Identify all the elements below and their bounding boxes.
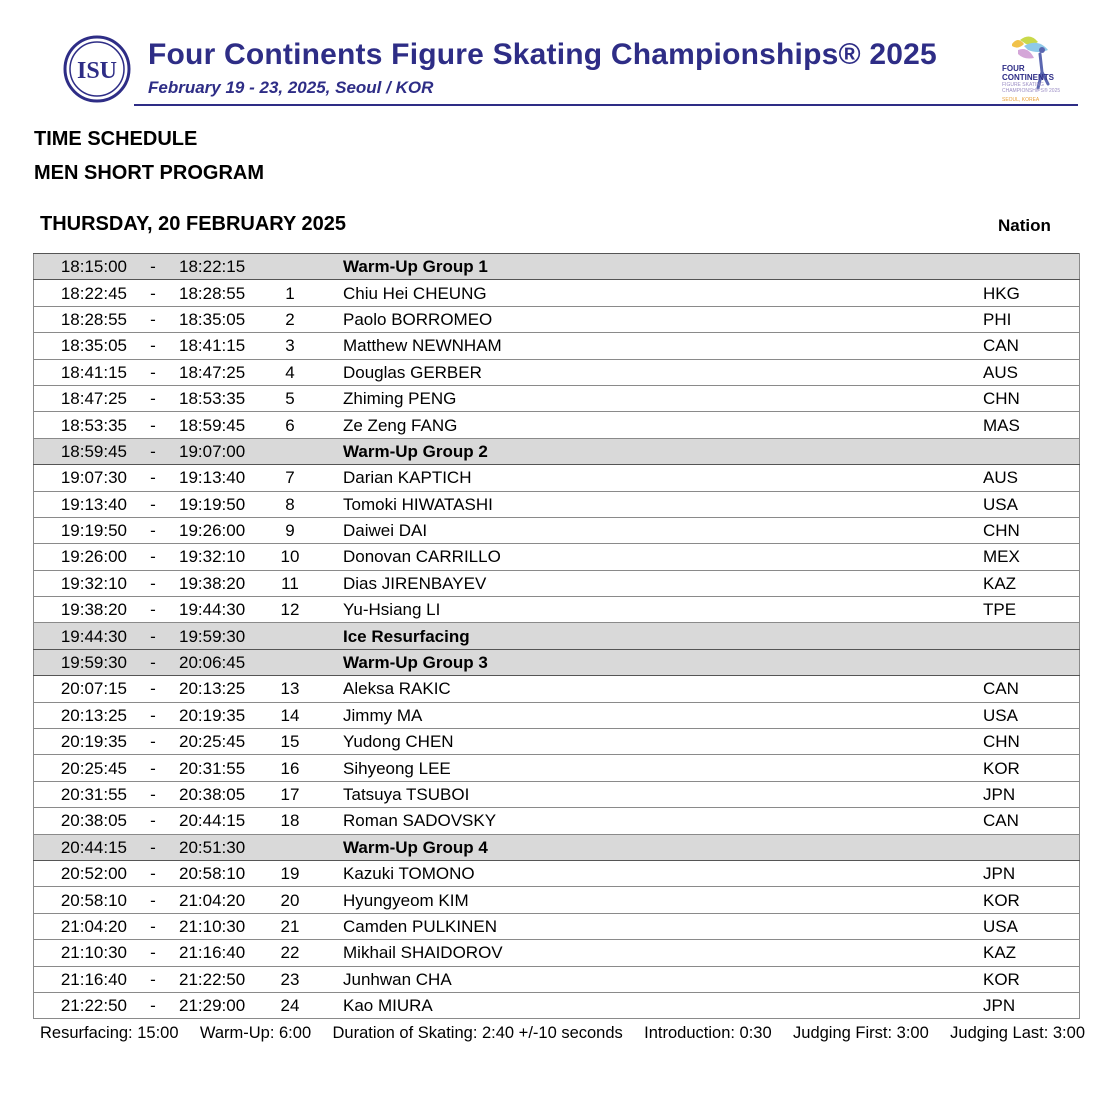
time-separator: -	[127, 676, 179, 702]
skater-row	[34, 913, 1080, 939]
start-time: 18:35:05	[34, 333, 128, 359]
block-label: Ice Resurfacing	[321, 623, 983, 649]
skater-row	[34, 517, 1080, 543]
start-time: 19:07:30	[34, 465, 128, 491]
nation-code: MAS	[983, 412, 1080, 438]
skater-row	[34, 940, 1080, 966]
time-separator: -	[127, 729, 179, 755]
time-separator: -	[127, 385, 179, 411]
nation-code: KOR	[983, 966, 1080, 992]
skater-name: Chiu Hei CHEUNG	[321, 280, 983, 306]
start-number: 2	[259, 306, 321, 332]
skater-row	[34, 966, 1080, 992]
footer-warmup: Warm-Up: 6:00	[199, 1024, 312, 1042]
skater-row	[34, 306, 1080, 332]
schedule-date: THURSDAY, 20 FEBRUARY 2025	[40, 213, 347, 235]
skater-name: Tatsuya TSUBOI	[321, 781, 983, 807]
nation-code: CHN	[983, 385, 1080, 411]
time-separator: -	[127, 649, 179, 675]
skater-row	[34, 860, 1080, 886]
document-header	[0, 0, 1111, 110]
time-separator: -	[127, 438, 179, 464]
start-number: 13	[259, 676, 321, 702]
start-time: 18:22:45	[34, 280, 128, 306]
schedule-block-row	[34, 834, 1080, 860]
start-number	[259, 834, 321, 860]
start-time: 20:31:55	[34, 781, 128, 807]
time-separator: -	[127, 623, 179, 649]
start-time: 18:59:45	[34, 438, 128, 464]
nation-column-header: Nation	[998, 216, 1051, 235]
start-number: 23	[259, 966, 321, 992]
skater-row	[34, 544, 1080, 570]
end-time: 21:04:20	[179, 887, 259, 913]
start-number: 6	[259, 412, 321, 438]
timing-footer	[40, 1024, 1085, 1043]
footer-introduction: Introduction: 0:30	[644, 1024, 772, 1042]
skater-name: Dias JIRENBAYEV	[321, 570, 983, 596]
nation-code	[983, 254, 1080, 280]
event-title: Four Continents Figure Skating Championships® 2025	[148, 38, 937, 71]
skater-row	[34, 412, 1080, 438]
time-separator: -	[127, 940, 179, 966]
end-time: 20:38:05	[179, 781, 259, 807]
block-label: Warm-Up Group 3	[321, 649, 983, 675]
time-schedule-table	[33, 253, 1080, 1019]
time-separator: -	[127, 913, 179, 939]
start-time: 20:25:45	[34, 755, 128, 781]
skater-row	[34, 755, 1080, 781]
program-title: MEN SHORT PROGRAM	[34, 162, 264, 184]
start-number	[259, 649, 321, 675]
start-time: 20:44:15	[34, 834, 128, 860]
end-time: 20:25:45	[179, 729, 259, 755]
skater-name: Jimmy MA	[321, 702, 983, 728]
nation-code: MEX	[983, 544, 1080, 570]
start-time: 20:13:25	[34, 702, 128, 728]
footer-judging-last: Judging Last: 3:00	[950, 1024, 1085, 1042]
end-time: 21:16:40	[179, 940, 259, 966]
start-number: 24	[259, 992, 321, 1018]
skater-name: Kazuki TOMONO	[321, 860, 983, 886]
start-number: 8	[259, 491, 321, 517]
nation-code: CHN	[983, 517, 1080, 543]
end-time: 19:44:30	[179, 597, 259, 623]
start-number: 18	[259, 808, 321, 834]
skater-name: Yudong CHEN	[321, 729, 983, 755]
nation-code: AUS	[983, 359, 1080, 385]
end-time: 18:59:45	[179, 412, 259, 438]
end-time: 18:41:15	[179, 333, 259, 359]
time-separator: -	[127, 808, 179, 834]
skater-name: Sihyeong LEE	[321, 755, 983, 781]
nation-code: CAN	[983, 808, 1080, 834]
start-time: 20:38:05	[34, 808, 128, 834]
skater-name: Mikhail SHAIDOROV	[321, 940, 983, 966]
nation-code: PHI	[983, 306, 1080, 332]
time-separator: -	[127, 834, 179, 860]
time-separator: -	[127, 491, 179, 517]
nation-code: USA	[983, 702, 1080, 728]
skater-name: Aleksa RAKIC	[321, 676, 983, 702]
schedule-block-row	[34, 623, 1080, 649]
nation-code: JPN	[983, 860, 1080, 886]
start-time: 19:32:10	[34, 570, 128, 596]
time-separator: -	[127, 597, 179, 623]
skater-row	[34, 491, 1080, 517]
start-time: 19:19:50	[34, 517, 128, 543]
footer-resurfacing: Resurfacing: 15:00	[40, 1024, 179, 1042]
skater-name: Camden PULKINEN	[321, 913, 983, 939]
end-time: 20:31:55	[179, 755, 259, 781]
skater-name: Hyungyeom KIM	[321, 887, 983, 913]
nation-code	[983, 438, 1080, 464]
nation-code: CHN	[983, 729, 1080, 755]
time-separator: -	[127, 465, 179, 491]
time-separator: -	[127, 412, 179, 438]
skater-name: Zhiming PENG	[321, 385, 983, 411]
start-number: 21	[259, 913, 321, 939]
start-time: 18:41:15	[34, 359, 128, 385]
start-time: 20:07:15	[34, 676, 128, 702]
start-time: 20:58:10	[34, 887, 128, 913]
skater-row	[34, 570, 1080, 596]
start-number: 7	[259, 465, 321, 491]
skater-row	[34, 781, 1080, 807]
start-number: 12	[259, 597, 321, 623]
end-time: 19:26:00	[179, 517, 259, 543]
event-dates: February 19 - 23, 2025, Seoul / KOR	[148, 78, 434, 97]
end-time: 20:51:30	[179, 834, 259, 860]
start-time: 21:10:30	[34, 940, 128, 966]
start-number: 5	[259, 385, 321, 411]
start-number	[259, 623, 321, 649]
isu-logo	[62, 34, 132, 104]
start-number: 10	[259, 544, 321, 570]
skater-name: Donovan CARRILLO	[321, 544, 983, 570]
start-number: 17	[259, 781, 321, 807]
end-time: 19:13:40	[179, 465, 259, 491]
time-separator: -	[127, 570, 179, 596]
skater-row	[34, 808, 1080, 834]
skater-name: Paolo BORROMEO	[321, 306, 983, 332]
block-label: Warm-Up Group 2	[321, 438, 983, 464]
schedule-block-row	[34, 438, 1080, 464]
start-time: 20:52:00	[34, 860, 128, 886]
start-time: 18:28:55	[34, 306, 128, 332]
start-time: 21:16:40	[34, 966, 128, 992]
event-logo-subtext: FIGURE SKATING CHAMPIONSHIPS® 2025	[1002, 82, 1061, 94]
time-separator: -	[127, 966, 179, 992]
nation-code: CAN	[983, 676, 1080, 702]
nation-code: USA	[983, 491, 1080, 517]
skater-name: Yu-Hsiang LI	[321, 597, 983, 623]
time-separator: -	[127, 992, 179, 1018]
skater-name: Roman SADOVSKY	[321, 808, 983, 834]
start-number: 15	[259, 729, 321, 755]
time-separator: -	[127, 306, 179, 332]
nation-code: KOR	[983, 755, 1080, 781]
time-separator: -	[127, 887, 179, 913]
event-logo-text: FOUR CONTINENTS	[1002, 64, 1054, 82]
end-time: 21:10:30	[179, 913, 259, 939]
start-number: 4	[259, 359, 321, 385]
end-time: 20:19:35	[179, 702, 259, 728]
schedule-block-row	[34, 649, 1080, 675]
skater-row	[34, 597, 1080, 623]
skater-name: Junhwan CHA	[321, 966, 983, 992]
nation-code	[983, 834, 1080, 860]
start-number	[259, 438, 321, 464]
start-time: 20:19:35	[34, 729, 128, 755]
time-separator: -	[127, 254, 179, 280]
end-time: 18:47:25	[179, 359, 259, 385]
end-time: 20:13:25	[179, 676, 259, 702]
start-time: 19:44:30	[34, 623, 128, 649]
skater-name: Douglas GERBER	[321, 359, 983, 385]
time-separator: -	[127, 781, 179, 807]
start-number: 11	[259, 570, 321, 596]
end-time: 21:29:00	[179, 992, 259, 1018]
skater-row	[34, 729, 1080, 755]
end-time: 18:22:15	[179, 254, 259, 280]
start-number: 9	[259, 517, 321, 543]
end-time: 19:38:20	[179, 570, 259, 596]
nation-code: CAN	[983, 333, 1080, 359]
nation-code: KAZ	[983, 570, 1080, 596]
time-separator: -	[127, 359, 179, 385]
end-time: 19:32:10	[179, 544, 259, 570]
skater-row	[34, 702, 1080, 728]
start-number: 20	[259, 887, 321, 913]
time-separator: -	[127, 544, 179, 570]
start-number: 16	[259, 755, 321, 781]
start-time: 19:59:30	[34, 649, 128, 675]
skater-row	[34, 280, 1080, 306]
end-time: 20:44:15	[179, 808, 259, 834]
skater-row	[34, 333, 1080, 359]
start-time: 19:13:40	[34, 491, 128, 517]
time-separator: -	[127, 755, 179, 781]
skater-row	[34, 465, 1080, 491]
nation-code	[983, 623, 1080, 649]
skater-name: Tomoki HIWATASHI	[321, 491, 983, 517]
start-time: 18:47:25	[34, 385, 128, 411]
skater-name: Matthew NEWNHAM	[321, 333, 983, 359]
nation-code: KOR	[983, 887, 1080, 913]
skater-name: Kao MIURA	[321, 992, 983, 1018]
nation-code: USA	[983, 913, 1080, 939]
nation-code: TPE	[983, 597, 1080, 623]
nation-code	[983, 649, 1080, 675]
nation-code: HKG	[983, 280, 1080, 306]
nation-code: JPN	[983, 992, 1080, 1018]
time-separator: -	[127, 517, 179, 543]
end-time: 21:22:50	[179, 966, 259, 992]
skater-row	[34, 385, 1080, 411]
skater-row	[34, 992, 1080, 1018]
end-time: 18:53:35	[179, 385, 259, 411]
skater-row	[34, 676, 1080, 702]
start-time: 18:15:00	[34, 254, 128, 280]
start-number: 22	[259, 940, 321, 966]
start-time: 18:53:35	[34, 412, 128, 438]
event-logo-location: SEOUL, KOREA	[1002, 97, 1040, 103]
footer-duration: Duration of Skating: 2:40 +/-10 seconds	[332, 1024, 623, 1042]
end-time: 19:19:50	[179, 491, 259, 517]
start-time: 21:04:20	[34, 913, 128, 939]
time-separator: -	[127, 702, 179, 728]
header-divider	[134, 104, 1078, 106]
block-label: Warm-Up Group 4	[321, 834, 983, 860]
start-number: 3	[259, 333, 321, 359]
end-time: 19:59:30	[179, 623, 259, 649]
document-title: TIME SCHEDULE	[34, 128, 198, 150]
skater-row	[34, 887, 1080, 913]
start-time: 21:22:50	[34, 992, 128, 1018]
time-separator: -	[127, 333, 179, 359]
time-separator: -	[127, 280, 179, 306]
end-time: 18:28:55	[179, 280, 259, 306]
end-time: 20:06:45	[179, 649, 259, 675]
nation-code: AUS	[983, 465, 1080, 491]
footer-judging-first: Judging First: 3:00	[793, 1024, 929, 1042]
isu-logo-text: ISU	[76, 58, 118, 84]
time-separator: -	[127, 860, 179, 886]
end-time: 20:58:10	[179, 860, 259, 886]
end-time: 18:35:05	[179, 306, 259, 332]
start-number: 1	[259, 280, 321, 306]
skater-name: Darian KAPTICH	[321, 465, 983, 491]
start-number: 14	[259, 702, 321, 728]
start-time: 19:38:20	[34, 597, 128, 623]
block-label: Warm-Up Group 1	[321, 254, 983, 280]
end-time: 19:07:00	[179, 438, 259, 464]
skater-name: Ze Zeng FANG	[321, 412, 983, 438]
start-number: 19	[259, 860, 321, 886]
start-time: 19:26:00	[34, 544, 128, 570]
skater-row	[34, 359, 1080, 385]
start-number	[259, 254, 321, 280]
skater-name: Daiwei DAI	[321, 517, 983, 543]
nation-code: JPN	[983, 781, 1080, 807]
schedule-block-row	[34, 254, 1080, 280]
nation-code: KAZ	[983, 940, 1080, 966]
